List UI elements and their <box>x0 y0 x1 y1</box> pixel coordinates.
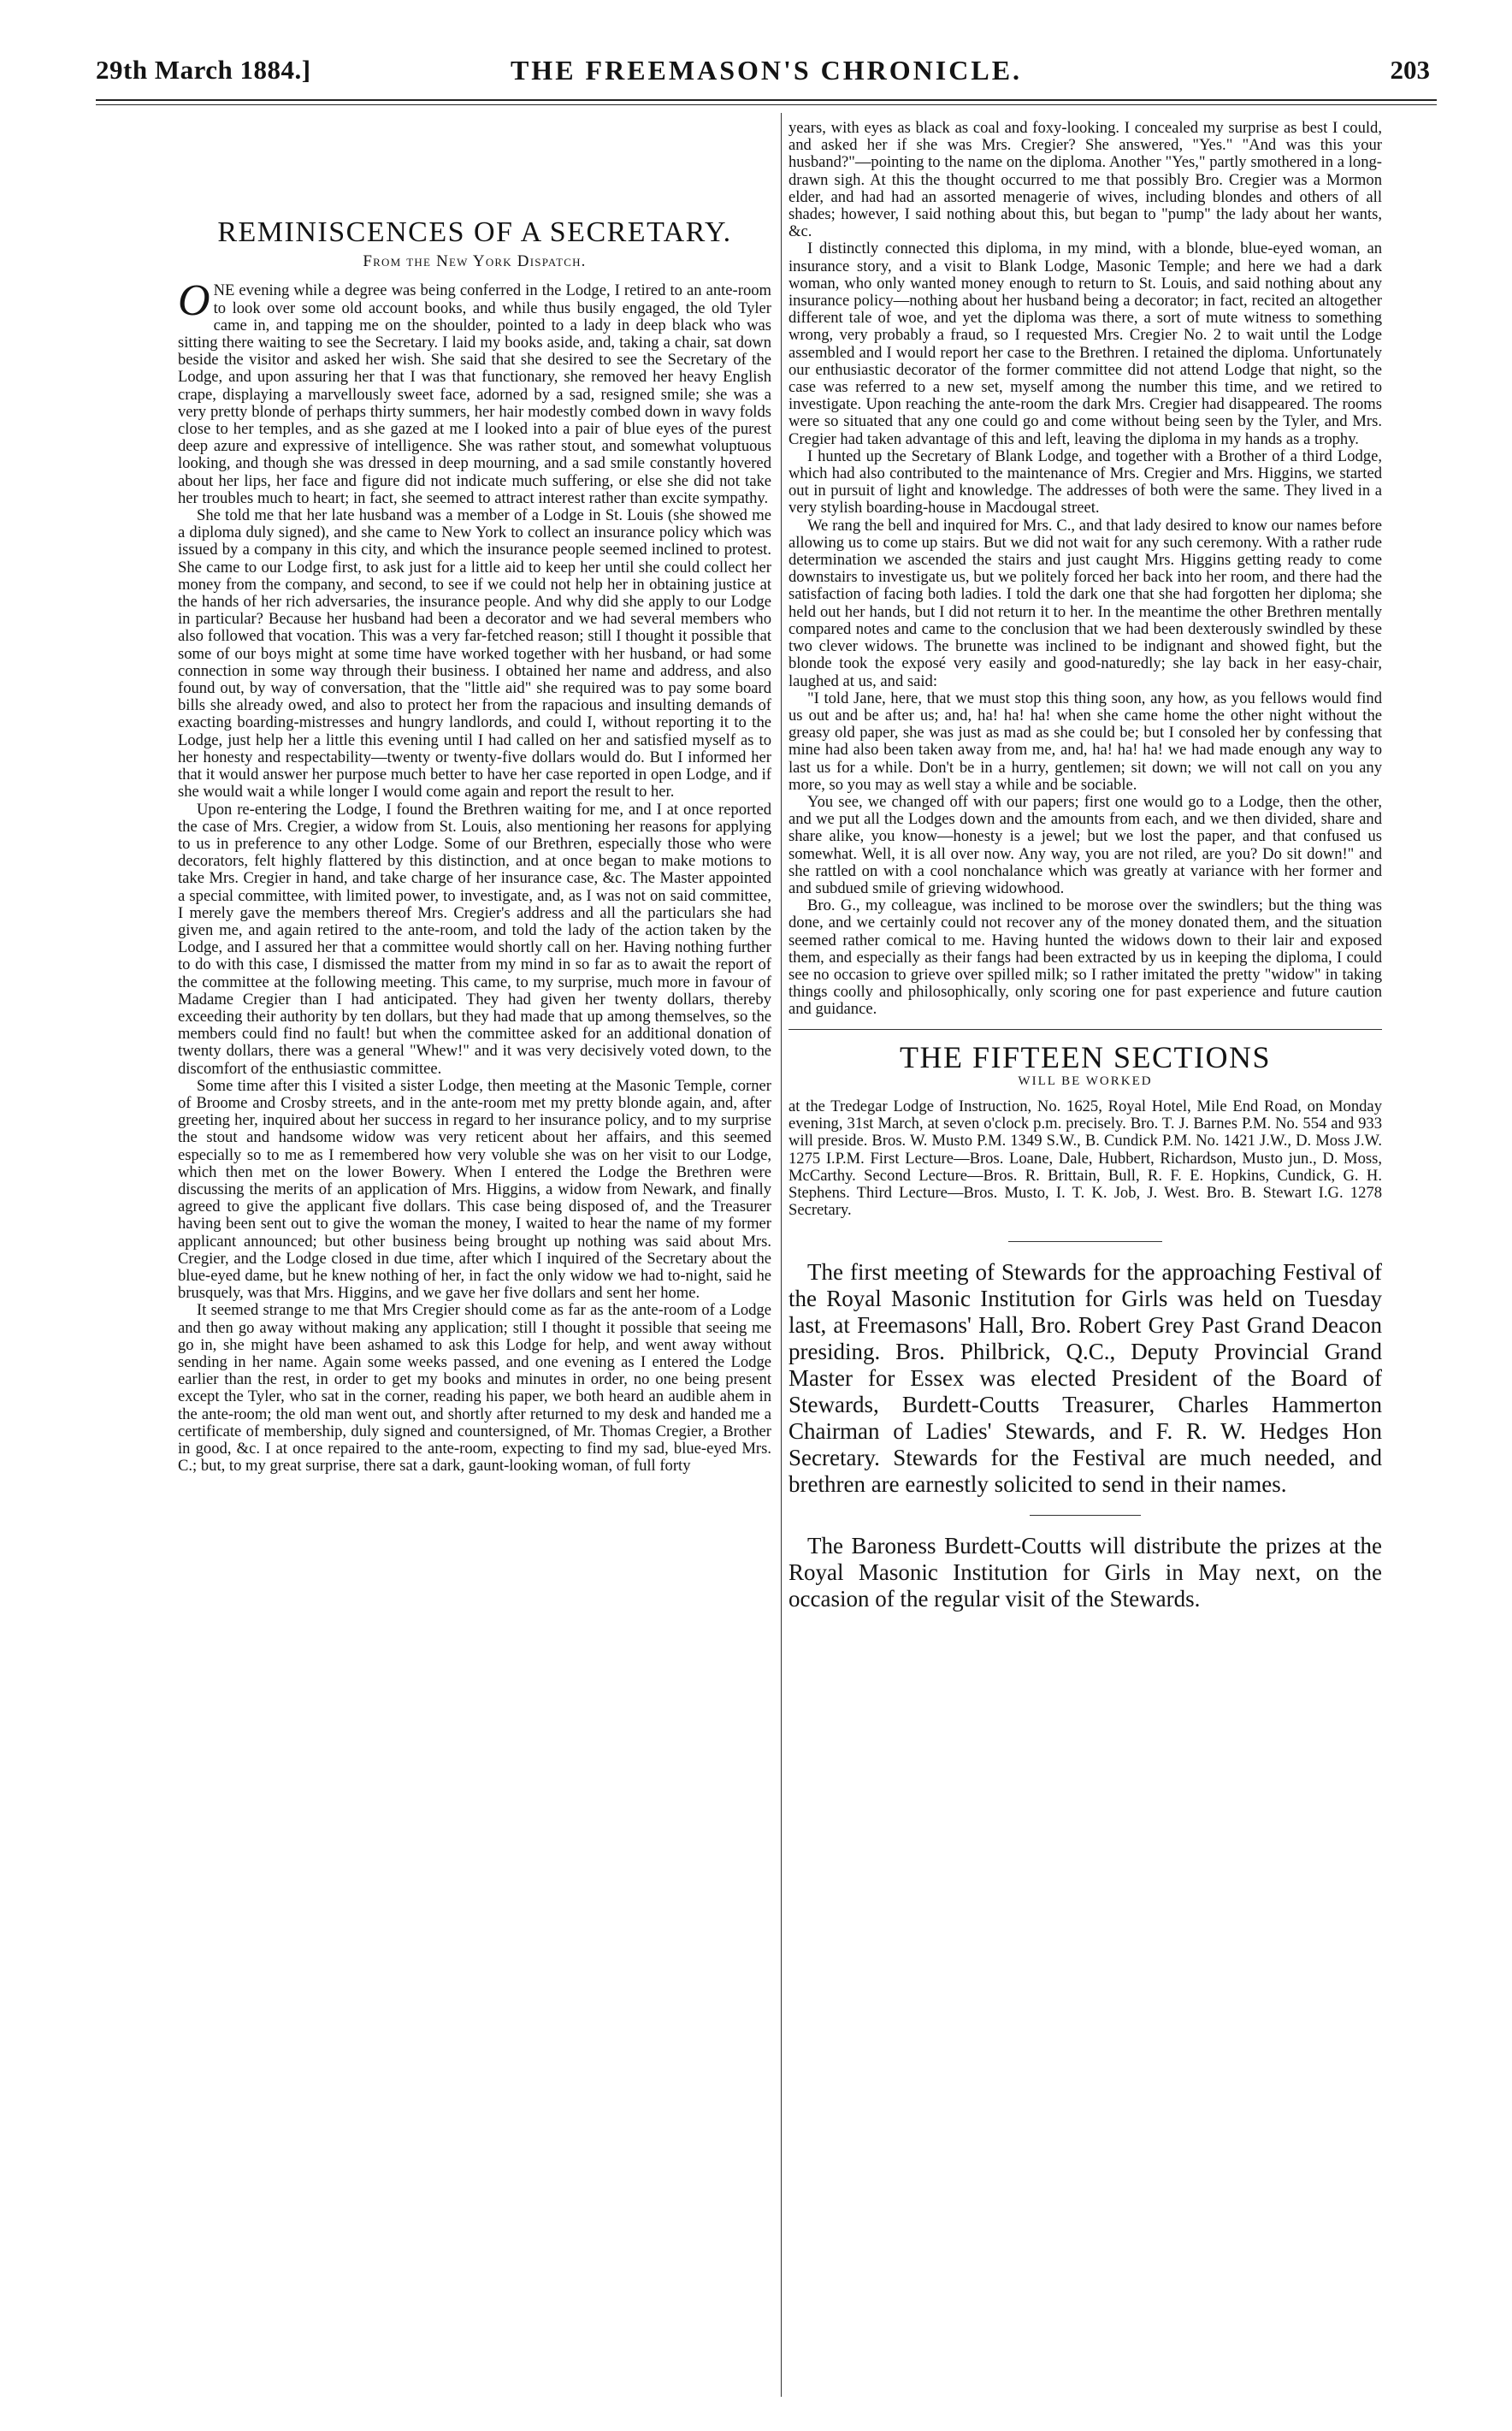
section-divider <box>788 1029 1382 1030</box>
article-paragraph: Some time after this I visited a sister Lodge, then meeting at the Masonic Temple, corner of Broome and Crosby streets, and in the ante-room met my pretty blonde again, and, after greeting her, inquired about her success in regard to her insurance policy, and to my surprise the stout and handsome widow was very reticent about her affairs, and this seemed especially so to me as I remembered how very voluble she was on her visit to our Lodge, which then met on the lower Bowery. When I entered the Lodge the Brethren were discussing the merits of an application of Mrs. Higgins, a widow from Newark, and finally agreed to give the applicant five dollars. This case being disposed of, and the Treasurer having been sent out to give the woman the money, I waited to hear the name of my former applicant announced; but other business being brought up nothing was said about Mrs. Cregier, and the Lodge closed in due time, after which I inquired of the Secretary about the blue-eyed dame, but he knew nothing of her, in fact the only widow we had to-night, said he brusquely, was that Mrs. Higgins, and we gave her five dollars and sent her home. <box>178 1076 771 1303</box>
publication-title: THE FREEMASON'S CHRONICLE. <box>510 55 1023 86</box>
article-paragraph: "I told Jane, here, that we must stop this thing soon, any how, as you fellows would find us out and be after us; and, ha! ha! ha! when she came home the other night without the greasy old paper, she was just as mad as she could be; but I consoled her by confessing that mine had also been taken away from me, and, ha! ha! ha! we had made enough any way to last us for a while. Don't be in a hurry, gentlemen; sit down; we will not call on you any more, so you may as well stay a while and be sociable. <box>788 689 1382 794</box>
notice-divider <box>1008 1241 1162 1242</box>
article-paragraph: years, with eyes as black as coal and foxy-looking. I concealed my surprise as best I could, and asked her if she was Mrs. Cregier? She answered, "Yes." "And was this your husband?"—pointing to the name on the diploma. Another "Yes," partly smothered in a long-drawn sigh. At this the thought occurred to me that possibly Bro. Cregier was a Mormon elder, and had had an assorted menagerie of wives, including blondes and others of all shades; however, I said nothing about this, but began to "pump" the lady about her wants, &c. <box>788 119 1382 241</box>
issue-date: 29th March 1884.] <box>96 55 311 85</box>
sections-subtitle: WILL BE WORKED <box>1018 1074 1153 1088</box>
prizes-notice <box>788 1533 1382 1612</box>
article-paragraph: You see, we changed off with our papers; first one would go to a Lodge, then the other, and we put all the Lodges down and the amounts from each, and we then divided, share and share alike, you know—honesty is a jewel; but we lost the paper, and that confused us somewhat. Well, it is all over now. Any way, you are not riled, are you? Do sit down!" and she rattled on with a cool nonchalance which was greatly at variance with her former and and subdued smile of grieving widowhood. <box>788 792 1382 897</box>
notice-paragraph: The first meeting of Stewards for the approaching Festival of the Royal Masonic Institution for Girls was held on Tuesday last, at Freemasons' Hall, Bro. Robert Grey Past Grand Deacon presiding. Bros. Philbrick, Q.C., Deputy Provincial Grand Master for Essex was elected President of the Board of Stewards, Burdett-Coutts Treasurer, Charles Hammerton Chairman of Ladies' Stewards, and F. R. W. Hedges Hon Secretary. Stewards for the Festival are much needed, and brethren are earnestly solicited to send in their names. <box>788 1259 1382 1498</box>
page-number: 203 <box>1390 55 1430 85</box>
stewards-notice <box>788 1259 1382 1498</box>
sections-paragraph: at the Tredegar Lodge of Instruction, No. 1625, Royal Hotel, Mile End Road, on Monday evening, 31st March, at seven o'clock p.m. precisely. Bro. T. J. Barnes P.M. No. 554 and 933 will preside. Bros. W. Musto P.M. 1349 S.W., B. Cundick P.M. No. 1421 J.W., D. Moss J.W. 1275 I.P.M. First Lecture—Bros. Loane, Dale, Hubbert, Richardson, Musto jun., D. Moss, McCarthy. Second Lecture—Bros. R. Brittain, Bull, R. F. E. Hopkins, Cundick, G. H. Stephens. Third Lecture—Bros. Musto, I. T. K. Job, J. West. Bro. B. Stewart I.G. 1278 Secretary. <box>788 1097 1382 1220</box>
article-paragraph: Upon re-entering the Lodge, I found the Brethren waiting for me, and I at once reported the case of Mrs. Cregier, a widow from St. Louis, also mentioning her reasons for applying to us in preference to any other Lodge. Some of our Brethren, especially those who were decorators, felt highly flattered by this distinction, and at once began to make motions to take Mrs. Cregier in hand, and take charge of her insurance case, &c. The Master appointed a special committee, with limited power, to investigate, and, as I was not on said committee, I merely gave the members thereof Mrs. Cregier's address and all the particulars she had given me, and again retired to the ante-room, and told the lady of the action taken by the Lodge, and I assured her that a committee would shortly call on her. Having nothing further to do with this case, I dismissed the matter from my mind in so far as to await the report of the committee at the following meeting. This came, to my surprise, much more in favour of Madame Cregier than I had anticipated. They had given her twenty dollars, thereby exceeding their authority by ten dollars, but they had made that up among themselves, so the members could find no fault! but when the committee asked for an additional donation of twenty dollars, there was a general "Whew!" and it was very decisively voted down, to the discomfort of the enthusiastic committee. <box>178 800 771 1078</box>
drop-cap: O <box>178 276 210 326</box>
article-dateline: From the New York Dispatch. <box>363 252 587 271</box>
article-body-left <box>178 276 771 1476</box>
article-paragraph: Bro. G., my colleague, was inclined to be morose over the swindlers; but the thing was done, and we certainly could not recover any of the money donated them, and the situation seemed rather comical to me. Having hunted the widows down to their lair and exposed them, and especially as their fangs had been extracted by us in keeping the diploma, I could see no occasion to grieve over spilled milk; so I rather imitated the pretty "widow" in taking things coolly and philosophically, only scoring one for past experience and future caution and guidance. <box>788 896 1382 1019</box>
header-rule <box>96 99 1437 101</box>
sections-title: THE FIFTEEN SECTIONS <box>900 1039 1271 1074</box>
article-paragraph: She told me that her late husband was a member of a Lodge in St. Louis (she showed me a diploma duly signed), and she came to New York to collect an insurance policy which was issued by a company in this city, and which the insurance people seemed inclined to protest. She came to our Lodge first, to ask just for a little aid to keep her until she could collect her money from the company, and second, to see if we could not help her in obtaining justice at the hands of her rich adversaries, the insurance people. And why did she apply to our Lodge in particular? Because her husband had been a decorator and we had several members who also followed that vocation. This was a very far-fetched reason; still I thought it possible that some of our boys might at some time have worked together with her husband, or had some connection in some way through their business. I obtained her name and address, and also found out, by way of conversation, that the "little aid" she required was to pay some board bills she already owed, and also to protect her from the rapacious and insulting demands of exacting boarding-mistresses and hungry landlords, and could I, without reporting it to the Lodge, just help her a little this evening until I had called on her and satisfied myself as to her honesty and respectability—twenty or twenty-five dollars would do. But I informed her that it would answer her purpose much better to have her case reported in open Lodge, and if she would wait a while longer I would come again and report the result to her. <box>178 506 771 801</box>
left-column <box>178 120 771 1475</box>
page-header <box>96 55 1437 92</box>
article-body-right <box>788 120 1382 1019</box>
article-paragraph: I hunted up the Secretary of Blank Lodge, and together with a Brother of a third Lodge, which had also contributed to the maintenance of Mrs. Cregier and Mrs. Higgins, we started out in pursuit of light and knowledge. The addresses of both were the same. They lived in a very stylish boarding-house in Macdougal street. <box>788 447 1382 518</box>
notice-divider <box>1030 1515 1141 1516</box>
right-column <box>788 120 1382 1612</box>
article-paragraph: It seemed strange to me that Mrs Cregier should come as far as the ante-room of a Lodge and then go away without making any application; still I thought it possible that seeing me go in, she might have been ashamed to ask this Lodge for help, and went away without sending in her name. Again some weeks passed, and one evening as I entered the Lodge earlier than the rest, in order to get my books and minutes in order, no one being present except the Tyler, who sat in the corner, reading his paper, we both heard an audible ahem in the ante-room; the old man went out, and shortly after returned to my desk and handed me a certificate of membership, duly signed and countersigned, of Mr. Thomas Cregier, a Brother in good, &c. I at once repaired to the ante-room, expecting to find my sad, blue-eyed Mrs. C.; but, to my great surprise, there sat a dark, gaunt-looking woman, of full forty <box>178 1301 771 1476</box>
notice-paragraph: The Baroness Burdett-Coutts will distribute the prizes at the Royal Masonic Institution for Girls in May next, on the occasion of the regular visit of the Stewards. <box>788 1533 1382 1612</box>
article-title: REMINISCENCES OF A SECRETARY. <box>217 216 732 248</box>
sections-body <box>788 1098 1382 1219</box>
article-paragraph: We rang the bell and inquired for Mrs. C., and that lady desired to know our names before allowing us to come up stairs. But we did not wait for any such ceremony. With a rather rude determination we ascended the stairs and just caught Mrs. Higgins getting ready to come downstairs to investigate us, but we politely forced her back into her room, and there had the satisfaction of facing both ladies. I told the dark one that she had forgotten her diploma; she held out her hands, but I did not return it to her. In the meantime the other Brethren mentally compared notes and came to the conclusion that we had been dexterously swindled by these two clever widows. The brunette was inclined to be indignant and showed fight, but the blonde took the exposé very easily and good-naturedly; she lay back in her easy-chair, laughed at us, and said: <box>788 516 1382 690</box>
article-paragraph: ONE evening while a degree was being conferred in the Lodge, I retired to an ante-room to look over some old account books, and while thus busily engaged, the old Tyler came in, and tapping me on the shoulder, pointed to a lady in deep black who was sitting there waiting to see the Secretary. I laid my books aside, and, taking a chair, sat down beside the visitor and asked her wish. She said that she desired to see the Secretary of the Lodge, and upon assuring her that I was that functionary, she removed her heavy English crape, displaying a marvellously sweet face, adorned by a sad, resigned smile; she was a very pretty blonde of perhaps thirty summers, her hair modestly combed down in wavy folds close to her temples, and as she gazed at me I looked into a pair of blue eyes of the purest deep azure and expressive of intelligence. She was rather stout, and somewhat voluptuous looking, and though she was dressed in deep mourning, and a sad smile constantly hovered about her lips, her face and figure did not indicate much suffering, or else she did not take her troubles much to heart; in fact, she seemed to attract interest rather than excite sympathy. <box>178 276 771 507</box>
header-rule-thin <box>96 104 1437 105</box>
article-paragraph: I distinctly connected this diploma, in my mind, with a blonde, blue-eyed woman, an insurance story, and a visit to Blank Lodge, Masonic Temple; and here we had a dark woman, who only wanted money enough to return to St. Louis, and said nothing about any insurance policy—nothing about her husband being a decorator; in fact, recited an altogether different tale of woe, and yet the diploma was there, a sort of mute witness to something wrong, very probably a fraud, so I requested Mrs. Cregier No. 2 to wait until the Lodge assembled and I would report her case to the Brethren. I retained the diploma. Unfortunately our enthusiastic decorator of the former committee did not attend Lodge that night, so the case was referred to a new set, myself among the number this time, and we retired to investigate. Upon reaching the ante-room the dark Mrs. Cregier had disappeared. The rooms were so situated that any one could go and come without being seen by the Tyler, and Mrs. Cregier had taken advantage of this and left, leaving the diploma in my hands as a trophy. <box>788 240 1382 448</box>
column-separator <box>781 113 782 2397</box>
